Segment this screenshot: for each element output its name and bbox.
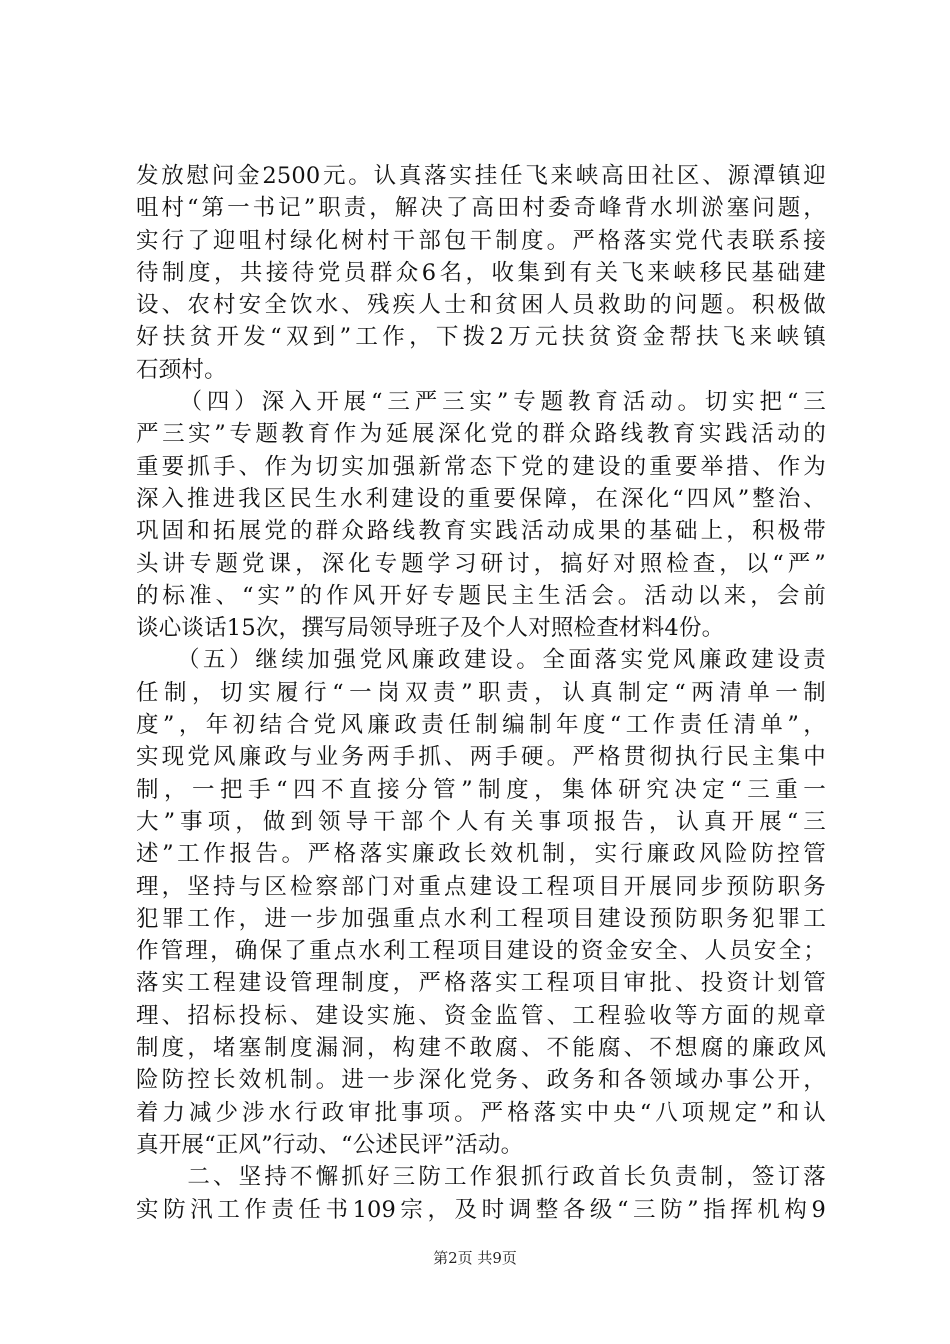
text-line: 险防控长效机制。进一步深化党务、政务和各领域办事公开， [136,1067,826,1094]
text-line: 实防汛工作责任书109宗，及时调整各级“三防”指挥机构9 [136,1196,826,1223]
text-line: 重要抓手、作为切实加强新常态下党的建设的重要举措、作为 [136,453,826,480]
text-line: 理，坚持与区检察部门对重点建设工程项目开展同步预防职务 [136,873,826,900]
text-line: 实现党风廉政与业务两手抓、两手硬。严格贯彻执行民主集中 [136,744,826,771]
text-line: 真开展“正风”行动、“公述民评”活动。 [136,1131,524,1158]
text-line: 任制，切实履行“一岗双责”职责，认真制定“两清单一制 [136,679,826,706]
text-line: 述”工作报告。严格落实廉政长效机制，实行廉政风险防控管 [136,841,826,868]
text-line: 头讲专题党课，深化专题学习研讨，搞好对照检查，以“严” [136,550,826,577]
page-footer: 第2页 共9页 [433,1249,517,1267]
text-line: 理、招标投标、建设实施、资金监管、工程验收等方面的规章 [136,1002,826,1029]
text-line: 的标准、“实”的作风开好专题民主生活会。活动以来，会前 [136,582,826,609]
text-line: 实行了迎咀村绿化树村干部包干制度。严格落实党代表联系接 [136,227,826,254]
document-body [136,160,826,1226]
text-line: 度”，年初结合党风廉政责任制编制年度“工作责任清单”， [136,712,826,739]
text-line: 严三实”专题教育作为延展深化党的群众路线教育实践活动的 [136,421,826,448]
text-line: 犯罪工作，进一步加强重点水利工程项目建设预防职务犯罪工 [136,905,826,932]
text-line: 巩固和拓展党的群众路线教育实践活动成果的基础上，积极带 [136,518,826,545]
text-line: 设、农村安全饮水、残疾人士和贫困人员救助的问题。积极做 [136,292,826,319]
text-line: 深入推进我区民生水利建设的重要保障，在深化“四风”整治、 [136,485,826,512]
text-line: 咀村“第一书记”职责，解决了高田村委奇峰背水圳淤塞问题， [136,195,826,222]
text-line: 谈心谈话15次，撰写局领导班子及个人对照检查材料4份。 [136,615,725,642]
text-line: 落实工程建设管理制度，严格落实工程项目审批、投资计划管 [136,970,826,997]
text-line: 石颈村。 [136,356,227,383]
text-line: 好扶贫开发“双到”工作，下拨2万元扶贫资金帮扶飞来峡镇 [136,324,826,351]
text-line: 制度，堵塞制度漏洞，构建不敢腐、不能腐、不想腐的廉政风 [136,1035,826,1062]
text-line: （五）继续加强党风廉政建设。全面落实党风廉政建设责 [136,647,826,674]
text-line: 二、坚持不懈抓好三防工作狠抓行政首长负责制，签订落 [136,1164,826,1191]
text-line: 制，一把手“四不直接分管”制度，集体研究决定“三重一 [136,776,826,803]
text-line: 着力减少涉水行政审批事项。严格落实中央“八项规定”和认 [136,1099,826,1126]
text-line: 发放慰问金2500元。认真落实挂任飞来峡高田社区、源潭镇迎 [136,163,826,189]
text-line: 作管理，确保了重点水利工程项目建设的资金安全、人员安全； [136,938,826,965]
text-line: 待制度，共接待党员群众6名，收集到有关飞来峡移民基础建 [136,259,826,286]
text-line: （四）深入开展“三严三实”专题教育活动。切实把“三 [136,389,826,416]
text-line: 大”事项，做到领导干部个人有关事项报告，认真开展“三 [136,808,826,835]
